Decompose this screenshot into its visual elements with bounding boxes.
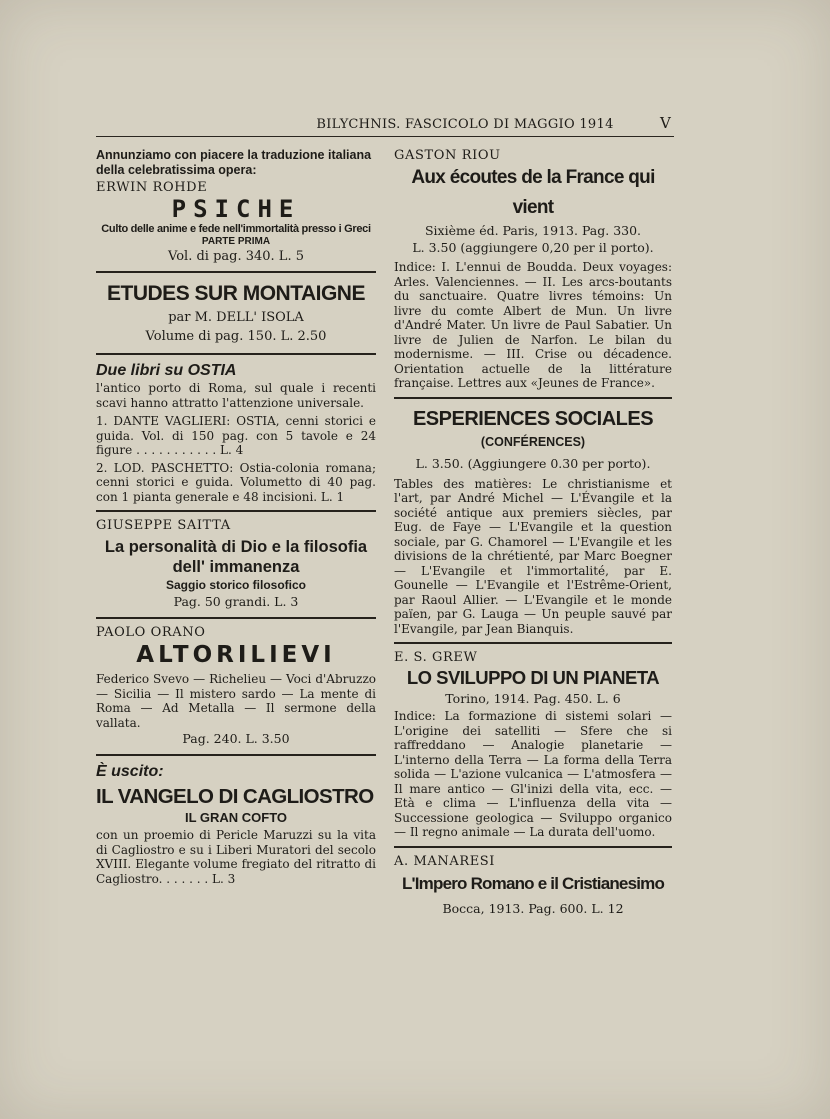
manaresi-edition: Bocca, 1913. Pag. 600. L. 12 xyxy=(442,900,624,916)
sociales-price: L. 3.50. (Aggiungere 0.30 per porto). xyxy=(415,455,651,471)
montaigne-price: Volume di pag. 150. L. 2.50 xyxy=(145,329,327,344)
divider xyxy=(394,846,672,848)
psiche-author: ERWIN ROHDE xyxy=(96,180,208,195)
ad-montaigne xyxy=(96,279,376,347)
right-column xyxy=(394,148,672,919)
riou-index: Indice: I. L'ennui de Boudda. Deux voyages: Arles. Valenciennes. — II. Les arcs-boutants du sanctuaire. Quatre livres témoins: Un livre du comte Albert de Mun. Un livre d'André Mater. Un livre de Paul Sabatier. Un livre de Julien de Narfon. Le bilan du modernisme. — III. Crise ou décadence. Orientation actuelle de la littérature française. Lettres aux «Jeunes de France». xyxy=(394,260,672,390)
ad-cagliostro xyxy=(96,762,376,886)
saitta-title: La personalità di Dio e la filosofia dell' immanenza xyxy=(104,538,368,576)
ad-saitta xyxy=(96,518,376,611)
ad-orano xyxy=(96,625,376,748)
riou-author: GASTON RIOU xyxy=(394,148,501,163)
sociales-subtitle: (CONFÉRENCES) xyxy=(480,434,586,449)
divider xyxy=(96,617,376,619)
ad-sociales xyxy=(394,405,672,637)
sociales-tables: Tables des matières: Le christianisme et l'art, par André Michel — L'Évangile et la société antique aux premiers siècles, par Eug. de Faye — L'Evangile et la question sociale, par G. Chamorel — L'Evangile et les divisions de la chrétienté, par Marc Boegner — L'Evangile et l'immortalité, par E. Gounelle — L'Evangile et l'Estrême-Orient, par Raoul Allier. — L'Evangile et le monde païen, par G. Lauga — Un peuple sauvé par l'Evangile, par Jean Bianquis. xyxy=(394,476,672,636)
divider xyxy=(96,271,376,273)
left-column xyxy=(96,148,376,886)
psiche-subtitle: Culto delle anime e fede nell'immortalità presso i Greci xyxy=(101,223,371,235)
grew-title: LO SVILUPPO DI UN PIANETA xyxy=(406,667,660,688)
ostia-desc: l'antico porto di Roma, sul quale i recenti scavi hanno attratto l'attenzione universale. xyxy=(96,381,376,410)
grew-index: Indice: La formazione di sistemi solari — L'origine dei satelliti — Sfere che si raffreddano — Analogie planetarie — L'interno della Terra — La forma della Terra solida — L'azione vulcanica — L'atmosfera — Il mare antico — Gl'inizi della vita, ecc. — Età e clima — L'influenza della vita — Successione geologica — Sviluppo organico — Il regno animale — La durata dell'uomo. xyxy=(394,709,672,839)
orano-title: ALTORILIEVI xyxy=(136,642,336,668)
divider xyxy=(96,353,376,355)
riou-edition: Sixième éd. Paris, 1913. Pag. 330. xyxy=(424,223,642,238)
montaigne-author: par M. DELL' ISOLA xyxy=(168,310,304,325)
saitta-author: GIUSEPPE SAITTA xyxy=(96,518,231,533)
sociales-title: ESPERIENCES SOCIALES xyxy=(412,407,654,430)
running-header: BILYCHNIS. FASCICOLO DI MAGGIO 1914 xyxy=(316,117,614,132)
orano-desc: Federico Svevo — Richelieu — Voci d'Abruzzo — Sicilia — Il mistero sardo — La mente di Roma — Ad Metalla — Il sermone della vallata. xyxy=(96,672,376,730)
divider xyxy=(394,642,672,644)
psiche-part: PARTE PRIMA xyxy=(201,236,271,247)
cagliostro-label: È uscito: xyxy=(96,763,164,780)
page-number: V xyxy=(660,114,671,132)
manaresi-author: A. MANARESI xyxy=(394,853,496,869)
manaresi-title: L'Impero Romano e il Cristianesimo xyxy=(401,873,665,893)
ad-ostia xyxy=(96,361,376,504)
ad-manaresi xyxy=(394,854,672,919)
riou-title: Aux écoutes de la France qui vient xyxy=(411,167,655,218)
grew-edition: Torino, 1914. Pag. 450. L. 6 xyxy=(445,691,621,706)
montaigne-title: ETUDES SUR MONTAIGNE xyxy=(107,282,365,305)
grew-author: E. S. GREW xyxy=(394,650,478,665)
ostia-item-1: 1. DANTE VAGLIERI: OSTIA, cenni storici e guida. Vol. di 150 pag. con 5 tavole e 24 figure . . . . . . . . . . . L. 4 xyxy=(96,414,376,457)
psiche-intro: Annunziamo con piacere la traduzione italiana della celebratissima opera: xyxy=(96,148,372,177)
orano-price: Pag. 240. L. 3.50 xyxy=(182,731,290,746)
orano-author: PAOLO ORANO xyxy=(96,625,206,640)
header-rule xyxy=(96,136,674,137)
ostia-item-2: 2. LOD. PASCHETTO: Ostia-colonia romana; cenni storici e guida. Volumetto di 40 pag. con 1 pianta generale e 48 incisioni. L. 1 xyxy=(96,460,376,504)
ad-grew xyxy=(394,650,672,840)
saitta-subtitle: Saggio storico filosofico xyxy=(165,578,306,592)
ostia-title: Due libri su OSTIA xyxy=(96,362,237,379)
divider xyxy=(96,754,376,756)
cagliostro-title: IL VANGELO DI CAGLIOSTRO xyxy=(96,785,374,808)
cagliostro-subtitle: IL GRAN COFTO xyxy=(184,810,288,825)
psiche-price: Vol. di pag. 340. L. 5 xyxy=(168,249,304,264)
divider xyxy=(394,397,672,399)
ad-riou xyxy=(394,148,672,391)
cagliostro-desc: con un proemio di Pericle Maruzzi su la vita di Cagliostro e su i Liberi Muratori del secolo XVIII. Elegante volume fregiato del ritratto di Cagliostro. . . . . . . L. 3 xyxy=(96,828,376,886)
psiche-title: PSICHE xyxy=(171,195,301,223)
riou-price: L. 3.50 (aggiungere 0,20 per il porto). xyxy=(412,240,654,255)
divider xyxy=(96,510,376,512)
saitta-price: Pag. 50 grandi. L. 3 xyxy=(173,594,299,609)
ad-psiche xyxy=(96,148,376,265)
